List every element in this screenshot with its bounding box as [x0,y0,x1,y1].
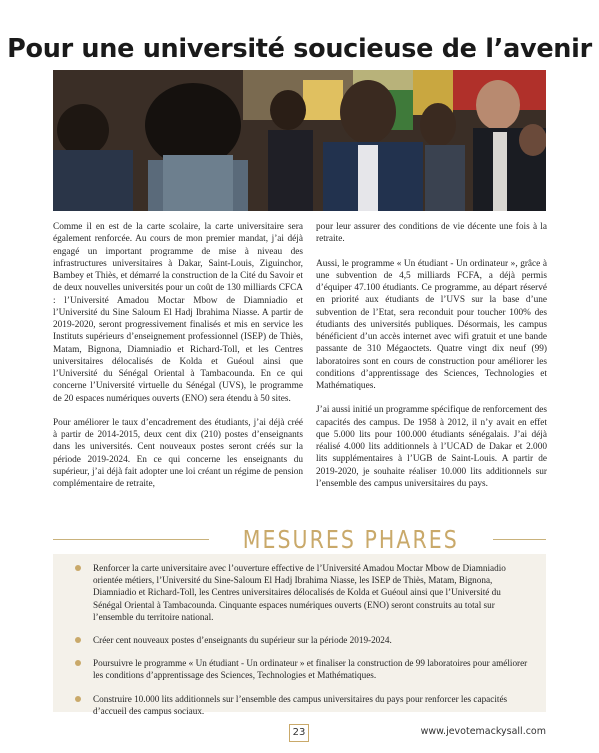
measures-box [53,554,546,716]
paragraph: Aussi, le programme « Un étudiant - Un ordinateur », grâce à une subvention de 4,5 milliards FCFA, a déjà permis d’équiper 47.100 étudiants. Ce programme, au départ réservé en priorité aux étudiants de l’UVS sur la base d’une subvention de l’Etat, sera reconduit pour toucher 100% des étudiants des universités publiques. Désormais, les campus bénéficient d’un accès internet avec wifi gratuit et une bande passante de 310 Mégaoctets. Quatre vingt dix neuf (99) laboratoires sont en cours de construction pour améliorer les conditions d’apprentissage des Sciences, Technologies et Mathématiques. [316,258,547,391]
heading-rule-left [53,539,209,540]
measure-text: Renforcer la carte universitaire avec l’ouverture effective de l’Université Amadou Moctar Mbow de Diamniadio orientée métiers, l’Université du Sine-Saloum El Hadj Ibrahima Niasse, les ISEP de Thiès, Matam, Bignona, Diamniadio et Richard-Toll, les Centres universitaires délocalisés de Kolda et Guéoul ainsi que l’Université du Sénégal Oriental à Tambacounda. Cinquante espaces numériques ouverts (ENO) seront construits au total sur l’ensemble du territoire national. [93,563,506,622]
measure-item [75,657,528,681]
website-link[interactable]: www.jevotemackysall.com [420,726,546,737]
bullet-icon [75,660,81,666]
measure-item [75,634,528,646]
page-number: 23 [289,724,309,742]
paragraph: J’ai aussi initié un programme spécifique de renforcement des capacités des campus. De 1958 à 2012, il n’y avait en effet que 5.000 lits pour 100.000 étudiants sénégalais. J’ai déjà réalisé 4.000 lits additionnels à l’UCAD de Dakar et 2.000 lits supplémentaires à l’UGB de Saint-Louis. A partir de 2019-2020, je souhaite réaliser 10.000 lits additionnels sur l’ensemble des campus universitaires du pays. [316,405,547,489]
right-column [316,221,547,502]
measure-text: Créer cent nouveaux postes d’enseignants du supérieur sur la période 2019-2024. [93,635,392,646]
measure-item [75,562,528,623]
measures-heading [53,524,546,554]
photo-image [53,70,546,211]
bullet-icon [75,565,81,571]
measure-text: Construire 10.000 lits additionnels sur l’ensemble des campus universitaires du pays pour renforcer les capacités d’accueil des campus sociaux. [93,693,508,716]
measure-text: Poursuivre le programme « Un étudiant - Un ordinateur » et finaliser la construction de 99 laboratoires pour améliorer les conditions d’apprentissage des Sciences, Technologies et Mathématiques. [93,658,528,681]
paragraph: pour leur assurer des conditions de vie décente une fois à la retraite. [316,222,547,245]
heading-rule-right [493,539,546,540]
measures-list [75,562,528,717]
measures-heading-label: MESURES PHARES [242,524,459,554]
left-column [53,221,303,502]
photo-illustration [53,70,546,211]
page-title: Pour une université soucieuse de l’avenir [7,34,592,64]
measure-item [75,693,528,717]
bullet-icon [75,637,81,643]
paragraph: Comme il en est de la carte scolaire, la carte universitaire sera également renforcée. Au cours de mon premier mandat, j’ai déjà engagé un important programme de mise à niveau des infrastructures universitaires à Dakar, Saint-Louis, Ziguinchor, Bambey et Thiès, et démarré la construction de la Cité du Savoir et de deux nouvelles universités pour un coût de 130 milliards CFCA : l’Université Amadou Moctar Mbow de Diamniadio et l’Université du Sine Saloum El Hadj Ibrahima Niasse. A partir de 2019-2020, seront progressivement finalisés et mis en service les Instituts supérieurs d’enseignement professionnel (ISEP) de Thiès, Matam, Bignona, Diamniadio et Richard-Toll, et les Centres universitaires délocalisés de Kolda et Guéoul ainsi que l’Université du Sénégal Oriental à Tambacounda. En ce qui concerne l’Université virtuelle du Sénégal (UVS), le programme de 20 espaces numériques ouverts (ENO) sera étendu à 50 sites. [53,222,303,404]
paragraph: Pour améliorer le taux d’encadrement des étudiants, j’ai déjà créé à partir de 2014-2015, deux cent dix (210) postes d’enseignants dans les universités. Cent nouveaux postes seront créés sur la période 2019-2024. En ce qui concerne les enseignants du supérieur, j’ai déjà fait adopter une loi créant un régime de pension complémentaire de retraite, [53,417,303,489]
bullet-icon [75,696,81,702]
